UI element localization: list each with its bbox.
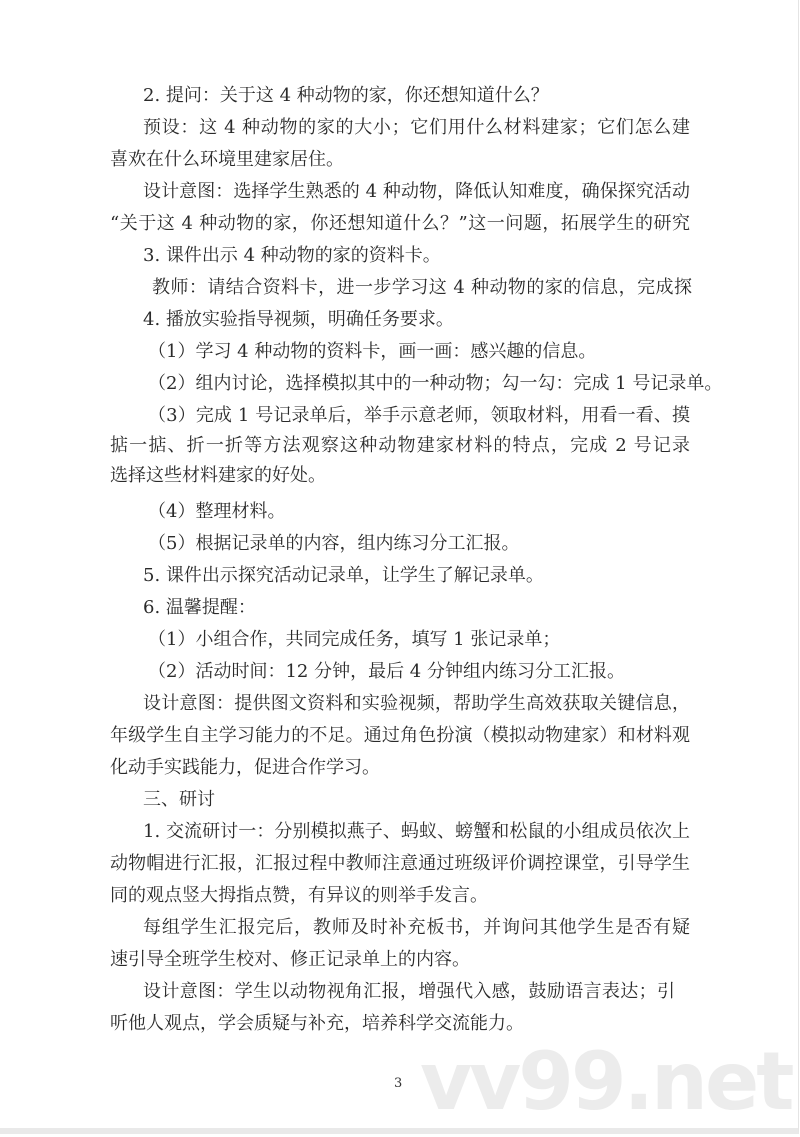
paragraph-line: 教师：请结合资料卡，进一步学习这 4 种动物的家的信息，完成探 (152, 277, 692, 298)
paragraph-line: 年级学生自主学习能力的不足。通过角色扮演（模拟动物建家）和材料观 (110, 725, 690, 746)
paragraph-line: 2. 提问：关于这 4 种动物的家，你还想知道什么？ (143, 85, 549, 106)
paragraph-line: 喜欢在什么环境里建家居住。 (110, 149, 344, 170)
paragraph-line: 设计意图：提供图文资料和实验视频，帮助学生高效获取关键信息， (143, 693, 690, 714)
paragraph-line: 掂一掂、折一折等方法观察这种动物建家材料的特点，完成 2 号记录 (110, 435, 690, 456)
paragraph-line: （2）活动时间：12 分钟，最后 4 分钟组内练习分工汇报。 (148, 661, 625, 682)
paragraph-line: 同的观点竖大拇指点赞，有异议的则举手发言。 (110, 885, 488, 906)
paragraph-line: 预设：这 4 种动物的家的大小；它们用什么材料建家；它们怎么建 (143, 117, 690, 138)
paragraph-line: 设计意图：选择学生熟悉的 4 种动物，降低认知难度，确保探究活动 (143, 181, 690, 202)
paragraph-line: 5. 课件出示探究活动记录单，让学生了解记录单。 (143, 565, 544, 586)
page-number: 3 (394, 1076, 403, 1091)
paragraph-line: 选择这些材料建家的好处。 (110, 465, 326, 486)
paragraph-line: 化动手实践能力，促进合作学习。 (110, 757, 380, 778)
paragraph-line: （2）组内讨论，选择模拟其中的一种动物；勾一勾：完成 1 号记录单。 (148, 373, 723, 394)
paragraph-line: 设计意图：学生以动物视角汇报，增强代入感，鼓励语言表达；引 (143, 981, 675, 1002)
paragraph-line: （1）小组合作，共同完成任务，填写 1 张记录单； (148, 629, 561, 650)
paragraph-line: （3）完成 1 号记录单后，举手示意老师，领取材料，用看一看、摸 (148, 405, 690, 426)
paragraph-line: 听他人观点，学会质疑与补充，培养科学交流能力。 (110, 1013, 524, 1034)
paragraph-line: 6. 温馨提醒： (143, 597, 256, 618)
paragraph-line: （1）学习 4 种动物的资料卡，画一画：感兴趣的信息。 (148, 341, 597, 362)
paragraph-line: （5）根据记录单的内容，组内练习分工汇报。 (148, 533, 520, 554)
paragraph-line: 4. 播放实验指导视频，明确任务要求。 (143, 309, 454, 330)
paragraph-line: 3. 课件出示 4 种动物的家的资料卡。 (143, 245, 441, 266)
paragraph-line: 动物帽进行汇报，汇报过程中教师注意通过班级评价调控课堂，引导学生 (110, 853, 690, 874)
paragraph-line: 1. 交流研讨一：分别模拟燕子、蚂蚁、螃蟹和松鼠的小组成员依次上 (143, 821, 690, 842)
paragraph-line: 速引导全班学生校对、修正记录单上的内容。 (110, 949, 470, 970)
paragraph-line: 每组学生汇报完后，教师及时补充板书，并询问其他学生是否有疑 (143, 917, 690, 938)
paragraph-line: （4）整理材料。 (148, 501, 286, 522)
section-heading: 三、研讨 (143, 789, 215, 810)
watermark: vv99.net (420, 1035, 792, 1128)
paragraph-line: “关于这 4 种动物的家，你还想知道什么？”这一问题，拓展学生的研究 (110, 213, 690, 234)
